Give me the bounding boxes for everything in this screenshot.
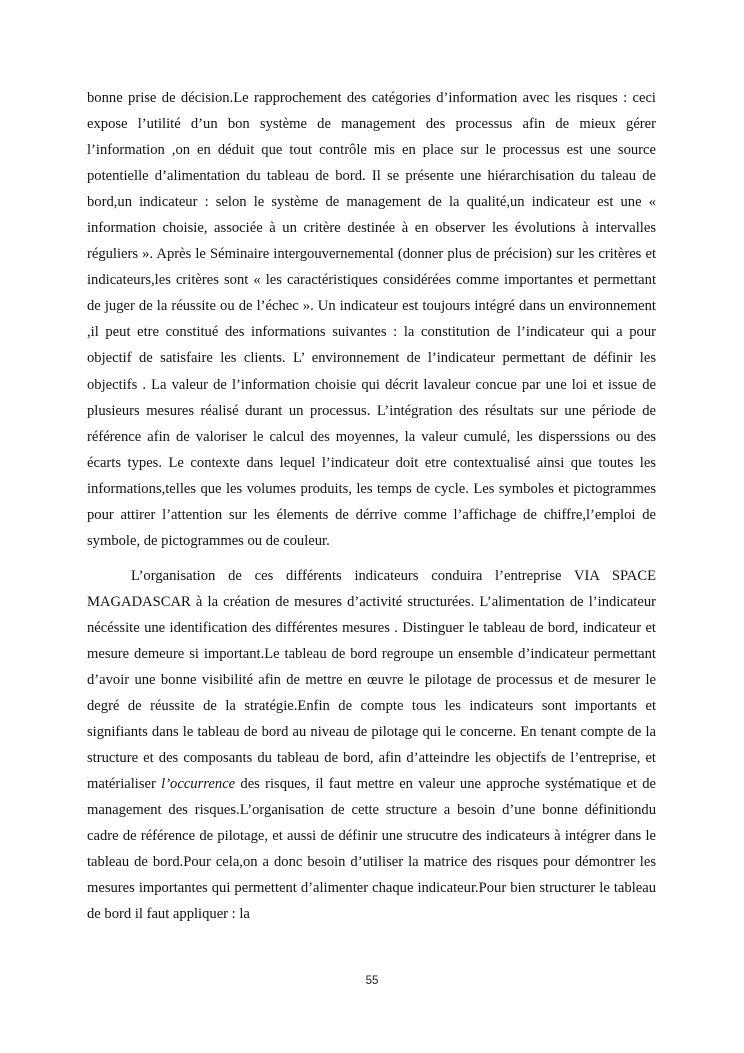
page-number: 55 bbox=[365, 975, 379, 987]
paragraph-1 bbox=[87, 85, 656, 554]
paragraph-2-text-start: L’organisation de ces différents indicateurs conduira l’entreprise VIA SPACE MAGADASCAR à la création de mesures d’activité structurées. L’alimentation de l’indicateur nécéssite une identification des différentes mesures . Distinguer le tableau de bord, indicateur et mesure demeure si important.Le tableau de bord regroupe un ensemble d’indicateur permettant d’avoir une bonne visibilité afin de mettre en œuvre le pilotage de processus et de mesurer le degré de réussite de la stratégie.Enfin de compte tous les indicateurs sont importants et signifiants dans le tableau de bord au niveau de pilotage qui le concerne. En tenant compte de la structure et des composants du tableau de bord, afin d’atteindre les objectifs de l’entreprise, et matérialiser bbox=[87, 567, 656, 793]
paragraph-2-text-end: des risques, il faut mettre en valeur une approche systématique et de management des risques.L’organisation de cette structure a besoin d’une bonne définitiondu cadre de référence de pilotage, et aussi de définir une strucutre des indicateurs à intégrer dans le tableau de bord.Pour cela,on a donc besoin d’utiliser la matrice des risques pour démontrer les mesures importantes qui permettent d’alimenter chaque indicateur.Pour bien structurer le tableau de bord il faut appliquer : la bbox=[87, 776, 657, 923]
body-text bbox=[87, 85, 656, 928]
paragraph-2-italic-term: l’occurrence bbox=[161, 776, 236, 793]
paragraph-1-text: bonne prise de décision.Le rapprochement des catégories d’information avec les risques : ceci expose l’utilité d’un bon système de management des processus afin de mieux gérer l’information ,on en déduit que tout contrôle mis en place sur le processus est une source potentielle d’alimentation du tableau de bord. Il se présente une hiérarchisation du taleau de bord,un indicateur : selon le système de management de la qualité,un indicateur est une « information choisie, associée à un critère destinée à en observer les évolutions à intervalles réguliers ». Après le Séminaire intergouvernemental (donner plus de précision) sur les critères et indicateurs,les critères sont « les caractéristiques considérées comme importantes et permettant de juger de la réussite ou de l’échec ». Un indicateur est toujours intégré dans un environnement ,il peut etre constitué des informations suivantes : la constitution de l’indicateur qui a pour objectif de satisfaire les clients. L’ environnement de l’indicateur permettant de définir les objectifs . La valeur de l’information choisie qui décrit lavaleur concue par une loi et issue de plusieurs mesures réalisé durant un processus. L’intégration des résultats sur une période de référence afin de valoriser le calcul des moyennes, la valeur cumulé, les disperssions ou des écarts types. Le contexte dans lequel l’indicateur doit etre contextualisé ainsi que toutes les informations,telles que les volumes produits, les temps de cycle. Les symboles et pictogrammes pour attirer l’attention sur les élements de dérrive comme l’affichage de chiffre,l’emploi de symbole, de pictogrammes ou de couleur. bbox=[87, 90, 656, 549]
paragraph-2 bbox=[87, 563, 656, 928]
